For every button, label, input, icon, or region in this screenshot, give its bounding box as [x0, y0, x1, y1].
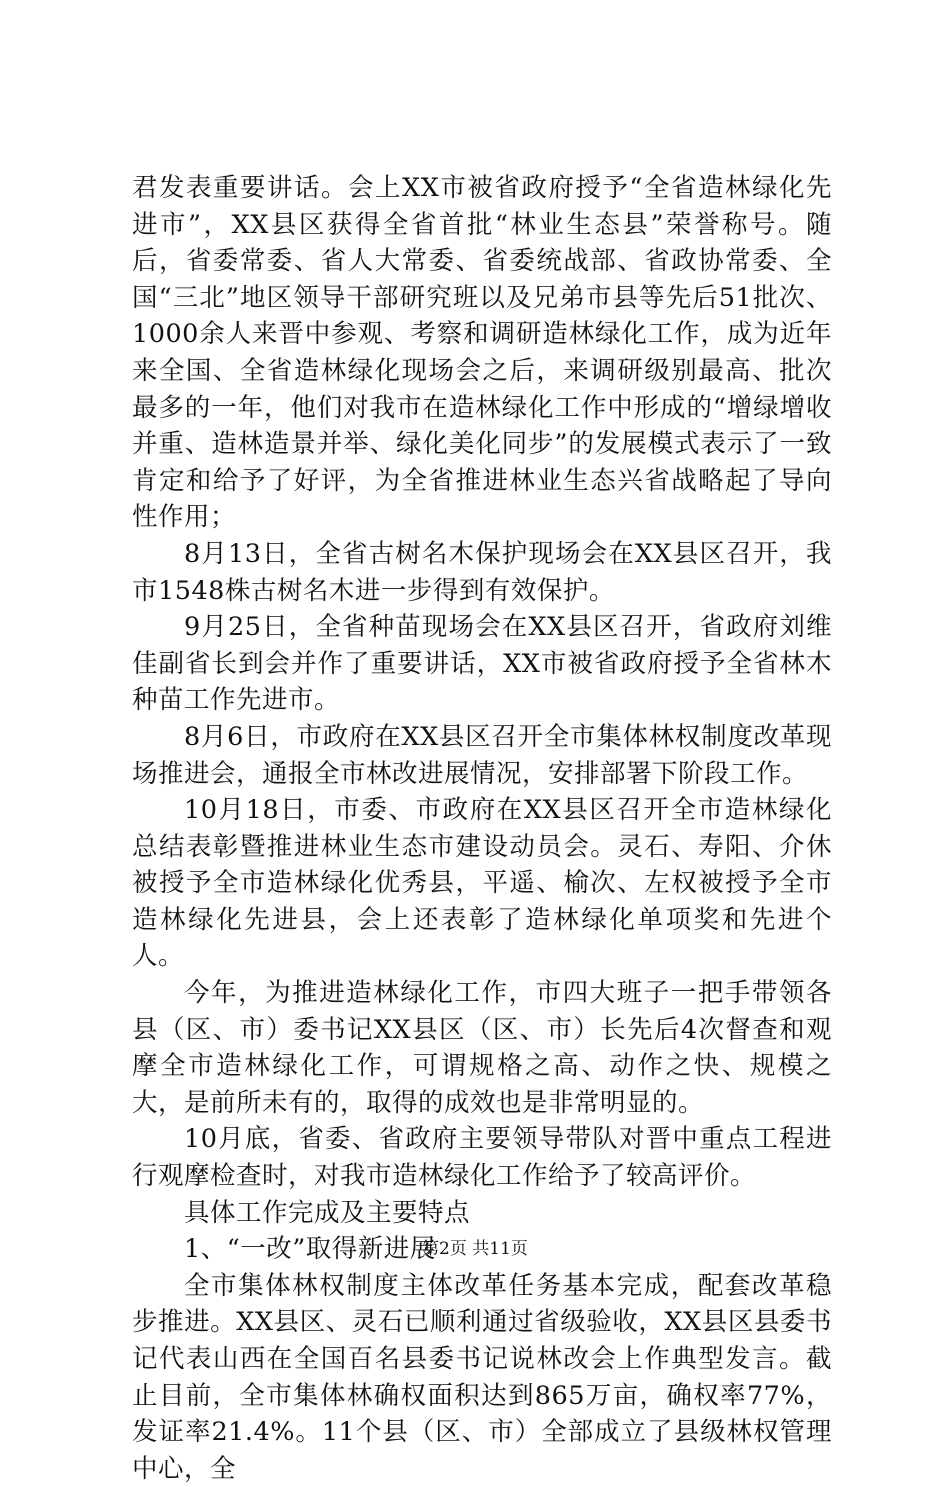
paragraph-7: 10月底，省委、省政府主要领导带队对晋中重点工程进行观摩检查时，对我市造林绿化工作给予了较高评价。: [132, 1124, 832, 1192]
document-body: [132, 170, 832, 1487]
paragraph-8: 全市集体林权制度主体改革任务基本完成，配套改革稳步推进。XX县区、灵石已顺利通过省级验收，XX县区县委书记代表山西在全国百名县委书记说林改会上作典型发言。截止目前，全市集体林确权面积达到865万亩，确权率77%，发证率21.4%。11个县（区、市）全部成立了县级林权管理中心，全: [132, 1270, 832, 1484]
paragraph-3: 9月25日，全省种苗现场会在XX县区召开，省政府刘维佳副省长到会并作了重要讲话，XX市被省政府授予全省林木种苗工作先进市。: [132, 612, 832, 716]
page-number: 第2页 共11页: [422, 1239, 528, 1259]
paragraph-4: 8月6日，市政府在XX县区召开全市集体林权制度改革现场推进会，通报全市林改进展情况，安排部署下阶段工作。: [132, 721, 832, 789]
paragraph-5: 10月18日，市委、市政府在XX县区召开全市造林绿化总结表彰暨推进林业生态市建设动员会。灵石、寿阳、介休被授予全市造林绿化优秀县，平遥、榆次、左权被授予全市造林绿化先进县，会上还表彰了造林绿化单项奖和先进个人。: [132, 795, 832, 972]
page-footer: [0, 1238, 950, 1260]
paragraph-2: 8月13日，全省古树名木保护现场会在XX县区召开，我市1548株古树名木进一步得到有效保护。: [132, 538, 832, 606]
section-heading: 具体工作完成及主要特点: [184, 1197, 471, 1228]
subsection-heading: 1、“一改”取得新进展: [184, 1234, 436, 1265]
paragraph-6: 今年，为推进造林绿化工作，市四大班子一把手带领各县（区、市）委书记XX县区（区、市）长先后4次督查和观摩全市造林绿化工作，可谓规格之高、动作之快、规模之大，是前所未有的，取得的成效也是非常明显的。: [132, 978, 832, 1118]
paragraph-1: 君发表重要讲话。会上XX市被省政府授予“全省造林绿化先进市”，XX县区获得全省首批“林业生态县”荣誉称号。随后，省委常委、省人大常委、省委统战部、省政协常委、全国“三北”地区领导干部研究班以及兄弟市县等先后51批次、1000余人来晋中参观、考察和调研造林绿化工作，成为近年来全国、全省造林绿化现场会之后，来调研级别最高、批次最多的一年，他们对我市在造林绿化工作中形成的“增绿增收并重、造林造景并举、绿化美化同步”的发展模式表示了一致肯定和给予了好评，为全省推进林业生态兴省战略起了导向性作用；: [132, 173, 832, 533]
